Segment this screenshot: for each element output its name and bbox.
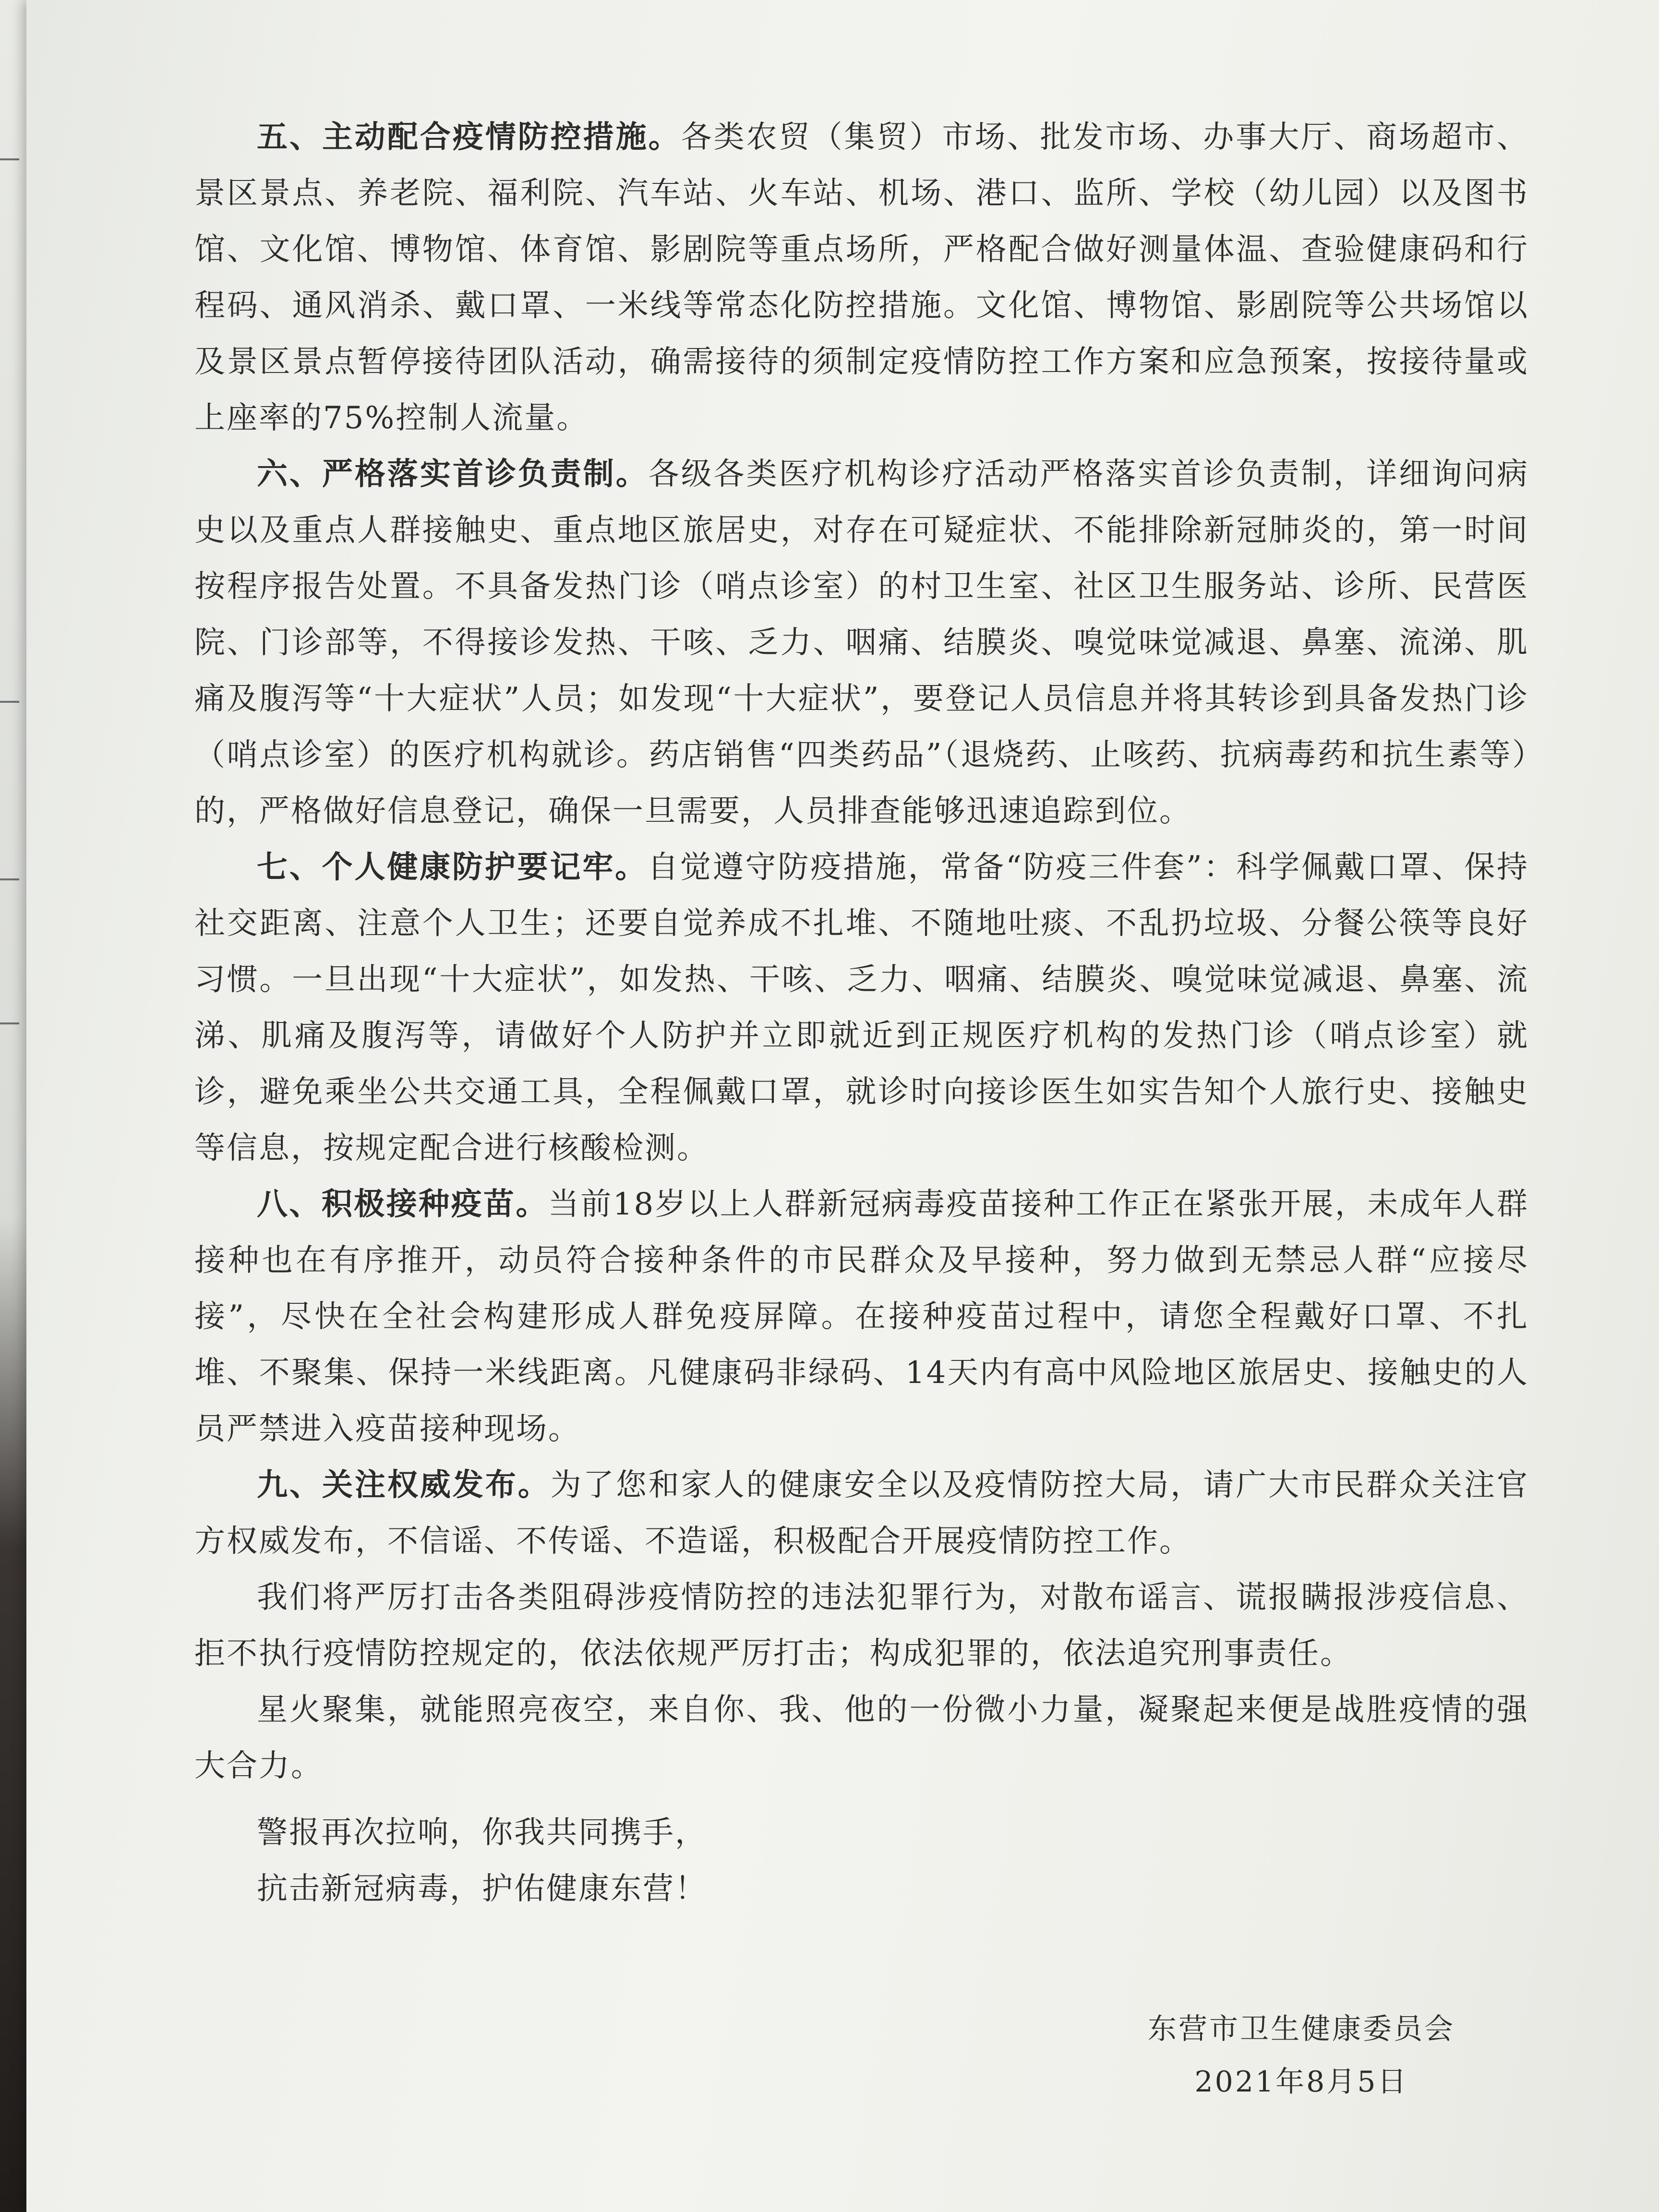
- slogan: [194, 1805, 1529, 1917]
- section-text: 各类农贸（集贸）市场、批发市场、办事大厅、商场超市、景区景点、养老院、福利院、汽车站、火车站、机场、港口、监所、学校（幼儿园）以及图书馆、文化馆、博物馆、体育馆、影剧院等重点场所，严格配合做好测量体温、查验健康码和行程码、通风消杀、戴口罩、一米线等常态化防控措施。文化馆、博物馆、影剧院等公共场馆以及景区景点暂停接待团队活动，确需接待的须制定疫情防控工作方案和应急预案，按接待量或上座率的75%控制人流量。: [194, 120, 1529, 436]
- closing-paragraph: 星火聚集，就能照亮夜空，来自你、我、他的一份微小力量，凝聚起来便是战胜疫情的强大合力。: [194, 1692, 1529, 1784]
- section-8: [194, 1177, 1529, 1457]
- section-text: 为了您和家人的健康安全以及疫情防控大局，请广大市民群众关注官方权威发布，不信谣、不传谣、不造谣，积极配合开展疫情防控工作。: [194, 1467, 1529, 1559]
- background-line: [0, 158, 19, 160]
- document-page: [26, 0, 1659, 2212]
- section-heading: 八、积极接种疫苗。: [257, 1187, 548, 1222]
- section-text: 自觉遵守防疫措施，常备“防疫三件套”：科学佩戴口罩、保持社交距离、注意个人卫生；还要自觉养成不扎堆、不随地吐痰、不乱扔垃圾、分餐公筷等良好习惯。一旦出现“十大症状”，如发热、干咳、乏力、咽痛、结膜炎、嗅觉味觉减退、鼻塞、流涕、肌痛及腹泻等，请做好个人防护并立即就近到正规医疗机构的发热门诊（哨点诊室）就诊，避免乘坐公共交通工具，全程佩戴口罩，就诊时向接诊医生如实告知个人旅行史、接触史等信息，按规定配合进行核酸检测。: [194, 850, 1529, 1166]
- background-line: [0, 701, 19, 703]
- section-text: 各级各类医疗机构诊疗活动严格落实首诊负责制，详细询问病史以及重点人群接触史、重点地区旅居史，对存在可疑症状、不能排除新冠肺炎的，第一时间按程序报告处置。不具备发热门诊（哨点诊室）的村卫生室、社区卫生服务站、诊所、民营医院、门诊部等，不得接诊发热、干咳、乏力、咽痛、结膜炎、嗅觉味觉减退、鼻塞、流涕、肌痛及腹泻等“十大症状”人员；如发现“十大症状”，要登记人员信息并将其转诊到具备发热门诊（哨点诊室）的医疗机构就诊。药店销售“四类药品”（退烧药、止咳药、抗病毒药和抗生素等）的，严格做好信息登记，确保一旦需要，人员排查能够迅速追踪到位。: [194, 457, 1529, 829]
- background-line: [0, 878, 19, 880]
- section-heading: 七、个人健康防护要记牢。: [257, 850, 648, 885]
- section-5: [194, 109, 1529, 446]
- slogan-line: 警报再次拉响，你我共同携手，: [257, 1815, 707, 1851]
- signature-block: [1148, 2003, 1455, 2108]
- section-heading: 六、严格落实首诊负责制。: [257, 457, 649, 492]
- section-6: [194, 446, 1529, 840]
- slogan-line: 抗击新冠病毒，护佑健康东营！: [257, 1871, 707, 1907]
- section-9: [194, 1457, 1529, 1570]
- issue-date: 2021年8月5日: [1194, 2065, 1408, 2099]
- section-7: [194, 840, 1529, 1177]
- document-body: [194, 109, 1529, 1917]
- section-heading: 五、主动配合疫情防控措施。: [257, 120, 681, 155]
- section-text: 当前18岁以上人群新冠病毒疫苗接种工作正在紧张开展，未成年人群接种也在有序推开，动员符合接种条件的市民群众及早接种，努力做到无禁忌人群“应接尽接”，尽快在全社会构建形成人群免疫屏障。在接种疫苗过程中，请您全程戴好口罩、不扎堆、不聚集、保持一米线距离。凡健康码非绿码、14天内有高中风险地区旅居史、接触史的人员严禁进入疫苗接种现场。: [194, 1187, 1529, 1447]
- issuing-organization: 东营市卫生健康委员会: [1148, 2012, 1455, 2046]
- closing-paragraph: 我们将严厉打击各类阻碍涉疫情防控的违法犯罪行为，对散布谣言、谎报瞒报涉疫信息、拒不执行疫情防控规定的，依法依规严厉打击；构成犯罪的，依法追究刑事责任。: [194, 1580, 1529, 1671]
- background-line: [0, 1022, 19, 1024]
- section-heading: 九、关注权威发布。: [257, 1467, 551, 1503]
